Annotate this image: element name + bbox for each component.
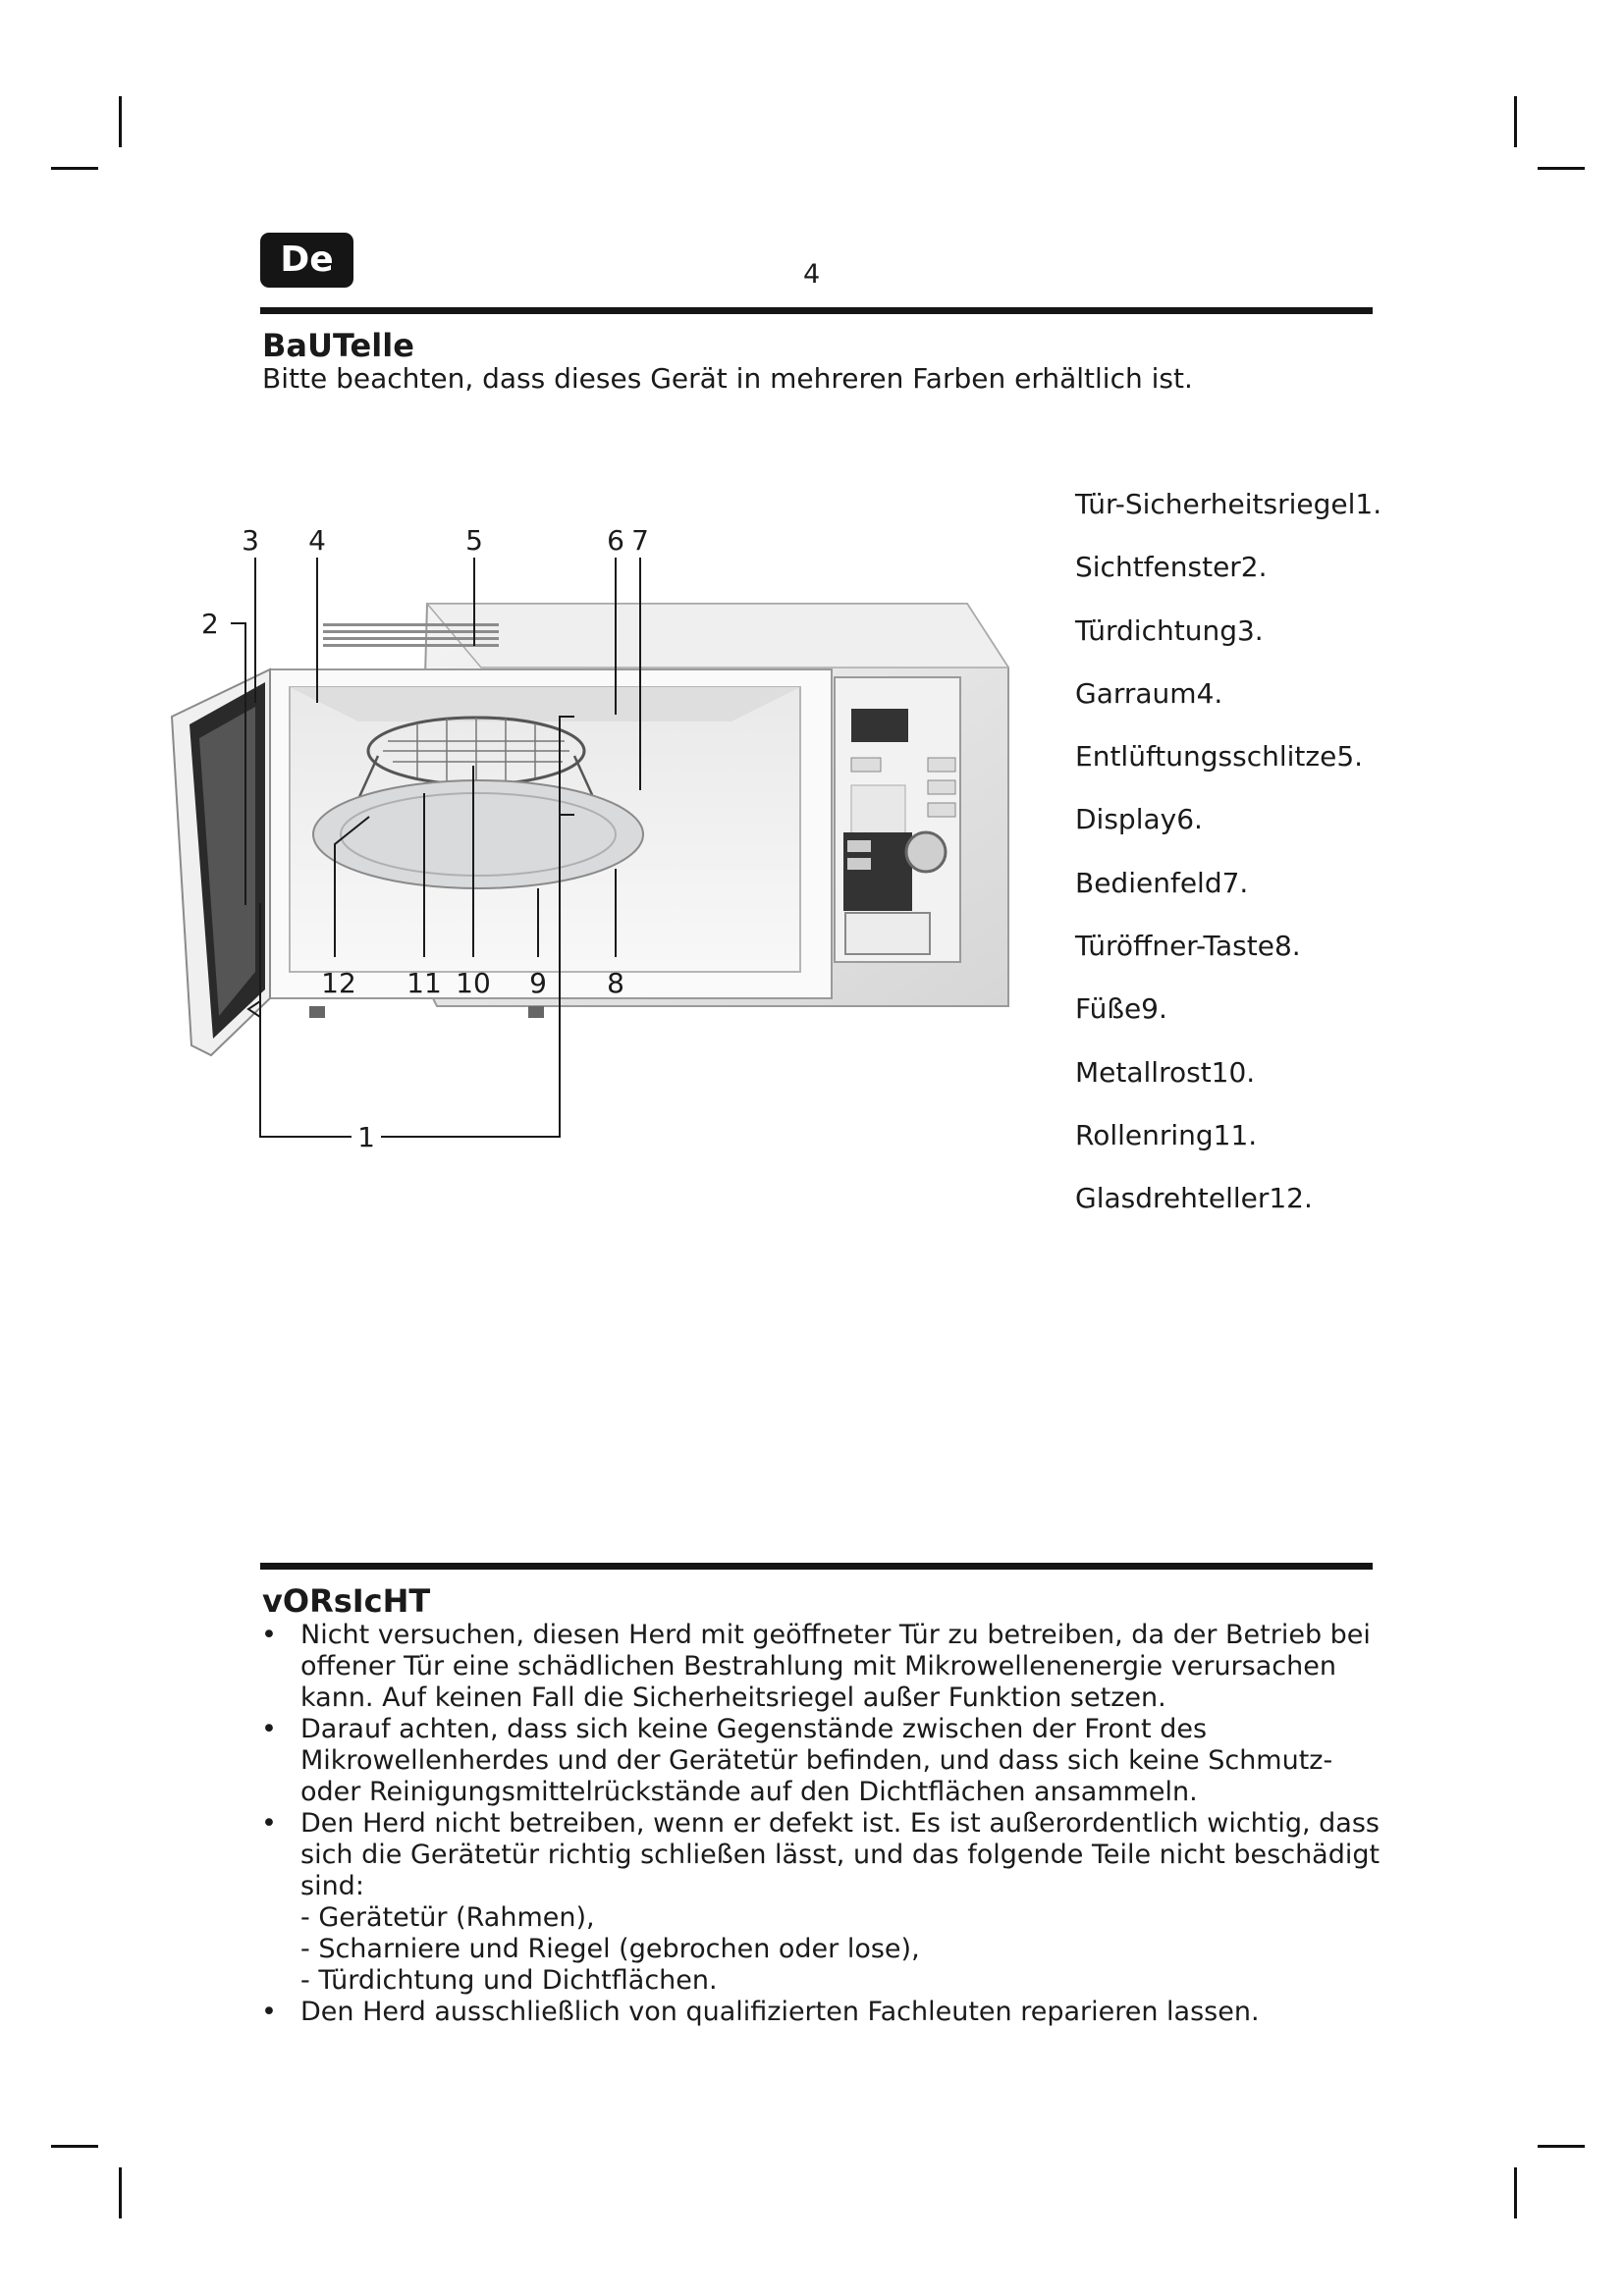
caution-item	[258, 1620, 1387, 1714]
crop-mark	[51, 167, 98, 170]
caution-item	[258, 1997, 1387, 2028]
crop-mark	[1514, 2167, 1517, 2218]
list-item: Türöffner-Taste8.	[1075, 930, 1301, 963]
section-rule	[260, 1563, 1373, 1570]
callout-6: 6	[607, 524, 624, 557]
crop-mark	[1538, 167, 1585, 170]
caution-text: Den Herd ausschließlich von qualifizierten Fachleuten reparieren lassen.	[300, 1997, 1260, 2027]
list-item: Entlüftungsschlitze5.	[1075, 740, 1364, 774]
caution-subitem: - Scharniere und Riegel (gebrochen oder lose),	[300, 1934, 920, 1964]
callout-8: 8	[607, 967, 624, 999]
page-number: 4	[803, 259, 821, 290]
crop-mark	[1538, 2145, 1585, 2148]
callout-3: 3	[242, 524, 259, 557]
list-item: Sichtfenster2.	[1075, 551, 1268, 584]
list-item: Metallrost10.	[1075, 1055, 1256, 1089]
list-item: Display6.	[1075, 803, 1203, 836]
callout-4: 4	[308, 524, 326, 557]
caution-subitem: - Türdichtung und Dichtflächen.	[300, 1965, 718, 1996]
caution-text: Darauf achten, dass sich keine Gegenstände zwischen der Front des Mikrowellenherdes und der Gerätetür befinden, und dass sich keine Schmutz- oder Reinigungsmittelrückstände auf den Dichtflächen ansammeln.	[300, 1714, 1333, 1807]
callout-1: 1	[357, 1121, 375, 1153]
section-rule	[260, 307, 1373, 314]
callout-10: 10	[456, 967, 491, 999]
list-item: Füße9.	[1075, 992, 1167, 1026]
list-item: Türdichtung3.	[1075, 614, 1264, 647]
components-heading: BaUTelle	[262, 327, 414, 364]
callout-9: 9	[529, 967, 547, 999]
callout-2: 2	[201, 608, 219, 640]
crop-mark	[119, 96, 122, 147]
caution-item	[258, 1714, 1387, 1808]
callout-12: 12	[321, 967, 356, 999]
list-item: Bedienfeld7.	[1075, 866, 1249, 899]
callout-7: 7	[631, 524, 649, 557]
callout-5: 5	[465, 524, 483, 557]
components-intro: Bitte beachten, dass dieses Gerät in mehreren Farben erhältlich ist.	[262, 362, 1193, 395]
list-item: Tür-Sicherheitsriegel1.	[1075, 488, 1382, 520]
crop-mark	[1514, 96, 1517, 147]
language-badge: De	[260, 233, 353, 288]
list-item: Rollenring11.	[1075, 1118, 1258, 1151]
crop-mark	[119, 2167, 122, 2218]
caution-text: Nicht versuchen, diesen Herd mit geöffneter Tür zu betreiben, da der Betrieb bei offener Tür eine schädlichen Bestrahlung mit Mikrowellenenergie verursachen kann. Auf keinen Fall die Sicherheitsriegel außer Funktion setzen.	[300, 1620, 1371, 1713]
caution-text: Den Herd nicht betreiben, wenn er defekt ist. Es ist außerordentlich wichtig, dass sich die Gerätetür richtig schließen lässt, und das folgende Teile nicht beschädigt sind:	[300, 1808, 1380, 1901]
caution-item	[258, 1808, 1387, 1997]
caution-subitem: - Gerätetür (Rahmen),	[300, 1902, 595, 1933]
list-item: Glasdrehteller12.	[1075, 1182, 1313, 1215]
caution-heading: vORsIcHT	[262, 1582, 431, 1620]
callout-11: 11	[406, 967, 442, 999]
crop-mark	[51, 2145, 98, 2148]
microwave-diagram	[201, 471, 1095, 1315]
caution-list	[258, 1620, 1387, 2028]
parts-list	[1075, 485, 1381, 1243]
list-item: Garraum4.	[1075, 676, 1223, 710]
